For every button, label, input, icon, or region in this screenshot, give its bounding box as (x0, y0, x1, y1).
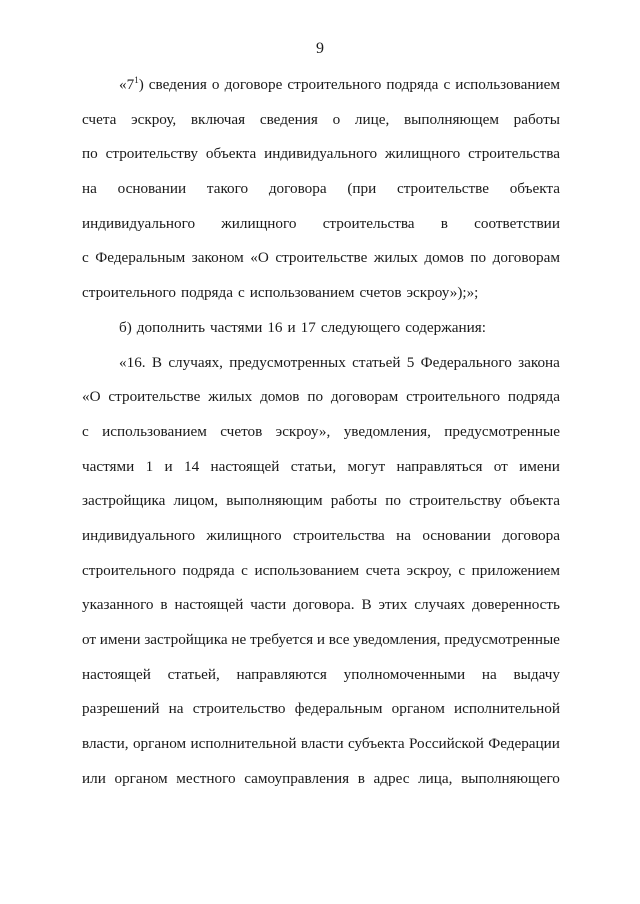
text-line: застройщика лицом, выполняющим работы по строительству объекта (82, 492, 560, 510)
text-line: указанного в настоящей части договора. В этих случаях доверенность (82, 596, 560, 614)
text-line: или органом местного самоуправления в адрес лица, выполняющего (82, 769, 560, 787)
text-line: на основании такого договора (при строительстве объекта (82, 180, 560, 198)
text-line: индивидуального жилищного строительства на основании договора (82, 526, 560, 544)
text-line: «$7^1$) сведения о договоре строительного подряда с использованием (119, 74, 560, 93)
text-line: «16. В случаях, предусмотренных статьей 5 Федерального закона (119, 353, 560, 371)
text-line: от имени застройщика не требуется и все уведомления, предусмотренные (82, 631, 560, 648)
text-line: с Федеральным законом «О строительстве жилых домов по договорам (82, 249, 560, 267)
text-line: «О строительстве жилых домов по договорам строительного подряда (82, 388, 560, 406)
text-line: с использованием счетов эскроу», уведомления, предусмотренные (82, 422, 560, 440)
text-line: по строительству объекта индивидуального жилищного строительства (82, 145, 560, 163)
document-body (82, 72, 560, 800)
text-line: настоящей статьей, направляются уполномоченными на выдачу (82, 665, 560, 683)
page-number: 9 (316, 40, 324, 57)
text-line: частями 1 и 14 настоящей статьи, могут направляться от имени (82, 457, 560, 475)
text-line: власти, органом исполнительной власти субъекта Российской Федерации (82, 735, 560, 753)
text-line: индивидуального жилищного строительства в соответствии (82, 214, 560, 232)
text-line: строительного подряда с использованием счетов эскроу»);»; (82, 284, 479, 302)
text-line: разрешений на строительство федеральным органом исполнительной (82, 700, 560, 718)
text-line: б) дополнить частями 16 и 17 следующего содержания: (119, 318, 486, 336)
text-line: строительного подряда с использованием счета эскроу, с приложением (82, 561, 560, 579)
text-line: счета эскроу, включая сведения о лице, выполняющем работы (82, 110, 560, 128)
